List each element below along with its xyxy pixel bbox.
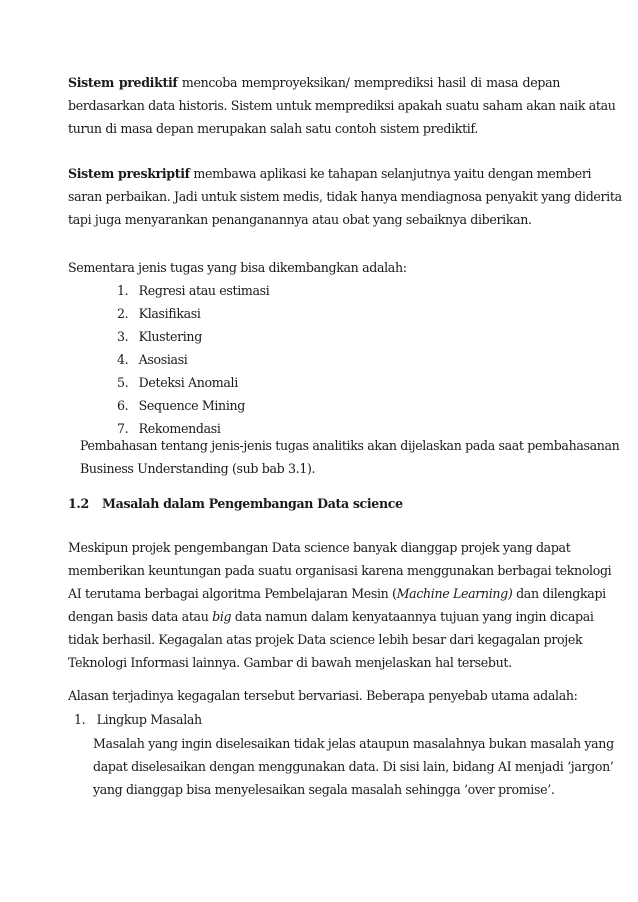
paragraph-project-failure: Meskipun projek pengembangan Data science banyak dianggap projek yang dapat memberikan keuntungan pada suatu organisasi karena menggunakan berbagai teknologi AI terutama berbagai algoritma Pembelajaran Mesin (Machine Learning) dan dilengkapi dengan basis data atau big data namun dalam kenyataannya tujuan yang ingin dicapai tidak berhasil. Kegagalan atas projek Data science lebih besar dari kegagalan projek Teknologi Informasi lainnya. Gambar di bawah menjelaskan hal tersebut. [68, 540, 612, 670]
section-heading [68, 496, 403, 511]
term-predictive: Sistem prediktif [68, 75, 178, 90]
cause-item-scope: 1. Lingkup Masalah [74, 712, 202, 727]
list-item: 1. Regresi atau estimasi [117, 283, 270, 298]
term-prescriptive: Sistem preskriptif [68, 166, 190, 181]
task-list [117, 279, 417, 440]
list-item: 4. Asosiasi [117, 352, 188, 367]
list-item: 5. Deteksi Anomali [117, 375, 238, 390]
paragraph-prescriptive-system: Sistem preskriptif membawa aplikasi ke tahapan selanjutnya yaitu dengan memberi saran perbaikan. Jadi untuk sistem medis, tidak hanya mendiagnosa penyakit yang diderita tapi juga menyarankan penanganannya atau obat yang sebaiknya diberikan. [68, 166, 622, 227]
section-title: Masalah dalam Pengembangan Data science [102, 496, 403, 511]
section-number: 1.2 [68, 496, 89, 511]
list-item: 2. Klasifikasi [117, 306, 201, 321]
paragraph-analytics-note: Pembahasan tentang jenis-jenis tugas analitiks akan dijelaskan pada saat pembahasanan Business Understanding (sub bab 3.1). [80, 438, 620, 476]
paragraph-failure-reasons: Alasan terjadinya kegagalan tersebut bervariasi. Beberapa penyebab utama adalah: [68, 688, 578, 703]
list-item: 6. Sequence Mining [117, 398, 245, 413]
list-item: 3. Klustering [117, 329, 202, 344]
paragraph-scope-problem: Masalah yang ingin diselesaikan tidak jelas ataupun masalahnya bukan masalah yang dapat diselesaikan dengan menggunakan data. Di sisi lain, bidang AI menjadi ‘jargon’ yang dianggap bisa menyelesaikan segala masalah sehingga ‘over promise’. [93, 736, 614, 797]
paragraph-task-intro: Sementara jenis tugas yang bisa dikembangkan adalah: [68, 260, 407, 275]
paragraph-predictive-system: Sistem prediktif mencoba memproyeksikan/ memprediksi hasil di masa depan berdasarkan data historis. Sistem untuk memprediksi apakah suatu saham akan naik atau turun di masa depan merupakan salah satu contoh sistem prediktif. [68, 75, 616, 136]
list-item: 7. Rekomendasi [117, 421, 221, 436]
